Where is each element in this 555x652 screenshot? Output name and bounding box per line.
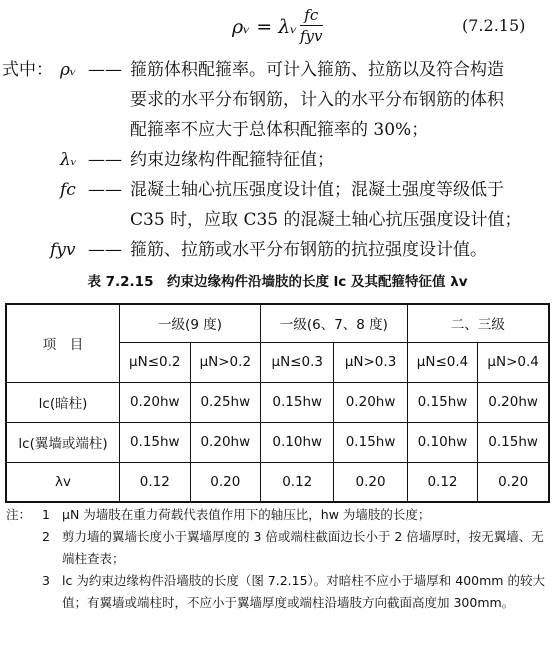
table-cell: 0.20hw — [478, 382, 549, 422]
table-cell: 0.10hw — [261, 422, 334, 462]
table-cell: 0.20 — [334, 462, 407, 502]
table-cell: 0.20 — [478, 462, 549, 502]
note-text: μN 为墙肢在重力荷载代表值作用下的轴压比，hw 为墙肢的长度； — [62, 507, 431, 522]
formula-7-2-15 — [0, 4, 555, 50]
table-cell: 0.20hw — [120, 382, 191, 422]
definition-rho-v — [0, 55, 555, 145]
note-item — [0, 570, 555, 614]
subheader-cell: μN>0.2 — [190, 342, 261, 382]
definition-symbol: fyv — [50, 240, 76, 260]
definition-text — [130, 55, 555, 145]
definition-fc — [0, 175, 555, 235]
definition-line: 混凝土轴心抗压强度设计值；混凝土强度等级低于 — [130, 180, 504, 200]
subheader-cell: μN≤0.2 — [120, 342, 191, 382]
group-header: 一级(6、7、8 度) — [261, 304, 408, 342]
definition-dash: —— — [88, 150, 122, 170]
table-caption: 表 7.2.15 约束边缘构件沿墙肢的长度 lc 及其配箍特征值 λv — [87, 274, 468, 290]
formula-lhs: ρᵥ = λᵥ — [232, 16, 298, 38]
table-cell: 0.15hw — [478, 422, 549, 462]
table-cell: 0.20 — [190, 462, 261, 502]
confined-edge-member-table — [5, 303, 550, 503]
note-text: lc 为约束边缘构件沿墙肢的长度（图 7.2.15）。对暗柱不应小于墙厚和 400mm 的较大值；有翼墙或端柱时，不应小于翼墙厚度或端柱沿墙肢方向截面高度加 300mm。 — [62, 573, 545, 610]
definition-text — [130, 235, 555, 265]
table-cell: 0.20hw — [334, 382, 407, 422]
table-row — [6, 462, 549, 502]
definition-line: 箍筋、拉筋或水平分布钢筋的抗拉强度设计值。 — [130, 240, 487, 260]
group-header: 一级(9 度) — [120, 304, 261, 342]
group-header: 二、三级 — [407, 304, 549, 342]
formula-number: (7.2.15) — [462, 16, 526, 35]
definition-dash: —— — [88, 60, 122, 80]
row-label: lc(暗柱) — [6, 382, 120, 422]
note-number: 2 — [42, 529, 50, 544]
definition-line: C35 时，应取 C35 的混凝土轴心抗压强度设计值； — [130, 210, 522, 230]
definition-lead: 式中： — [2, 60, 53, 80]
definition-text — [130, 145, 555, 175]
table-cell: 0.12 — [261, 462, 334, 502]
note-item — [0, 526, 555, 570]
subheader-cell: μN≤0.3 — [261, 342, 334, 382]
definition-dash: —— — [88, 240, 122, 260]
table-row — [6, 422, 549, 462]
table-header-row — [6, 304, 549, 342]
formula-numerator: fc — [300, 6, 323, 26]
definition-symbol: λᵥ — [60, 150, 78, 170]
table-cell: 0.12 — [120, 462, 191, 502]
definition-line: 配箍率不应大于总体积配箍率的 30%； — [130, 120, 429, 140]
note-number: 1 — [42, 507, 50, 522]
table-cell: 0.25hw — [190, 382, 261, 422]
table-row — [6, 382, 549, 422]
row-label: λv — [6, 462, 120, 502]
table-cell: 0.15hw — [407, 382, 478, 422]
table-cell: 0.15hw — [261, 382, 334, 422]
definition-line: 要求的水平分布钢筋，计入的水平分布钢筋的体积 — [130, 90, 504, 110]
subheader-cell: μN>0.4 — [478, 342, 549, 382]
note-text: 剪力墙的翼墙长度小于翼墙厚度的 3 倍或端柱截面边长小于 2 倍墙厚时，按无翼墙、无端柱查表； — [62, 529, 544, 566]
note-item — [0, 504, 555, 526]
definition-lambda-v — [0, 145, 555, 175]
table-cell: 0.20hw — [190, 422, 261, 462]
item-header: 项 目 — [6, 304, 120, 382]
symbol-definitions — [0, 55, 555, 265]
definition-dash: —— — [88, 180, 122, 200]
subheader-cell: μN≤0.4 — [407, 342, 478, 382]
table-cell: 0.15hw — [120, 422, 191, 462]
definition-fyv — [0, 235, 555, 265]
note-number: 3 — [42, 573, 50, 588]
formula-fraction — [300, 6, 323, 45]
definition-symbol: fc — [60, 180, 76, 200]
table-cell: 0.10hw — [407, 422, 478, 462]
row-label: lc(翼墙或端柱) — [6, 422, 120, 462]
table-notes — [0, 504, 555, 614]
table-cell: 0.15hw — [334, 422, 407, 462]
table-cell: 0.12 — [407, 462, 478, 502]
definition-symbol: ρᵥ — [60, 60, 77, 80]
notes-label: 注： — [6, 507, 32, 522]
formula-denominator: fyv — [300, 27, 323, 45]
definition-line: 箍筋体积配箍率。可计入箍筋、拉筋以及符合构造 — [130, 60, 504, 80]
subheader-cell: μN>0.3 — [334, 342, 407, 382]
definition-line: 约束边缘构件配箍特征值； — [130, 150, 334, 170]
definition-text — [130, 175, 555, 235]
